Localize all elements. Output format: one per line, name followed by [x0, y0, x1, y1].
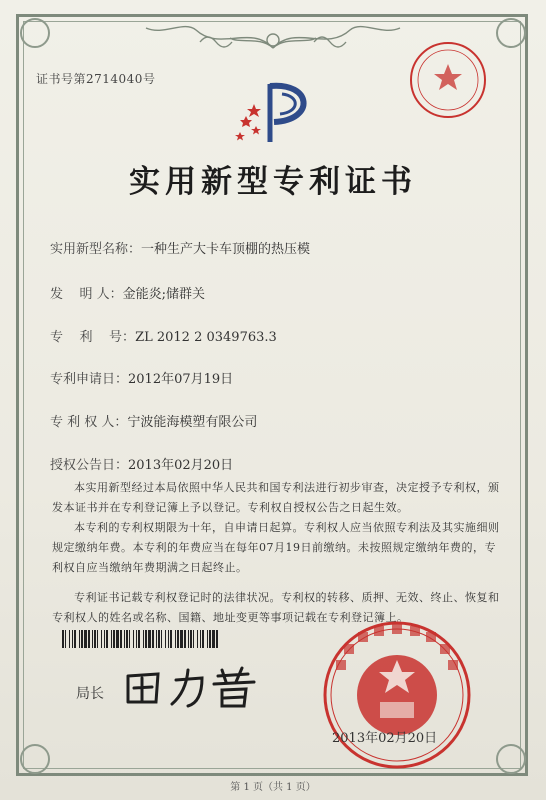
director-label: 局长	[76, 686, 104, 702]
field-application-date	[50, 368, 233, 387]
patent-office-logo-icon	[226, 76, 326, 148]
field-label: 实用新型名称：	[50, 242, 142, 257]
corner-ornament-icon	[20, 18, 50, 48]
field-label: 专利申请日：	[50, 372, 129, 387]
field-value: 金能炎;储群关	[122, 287, 206, 302]
field-value: 2012年07月19日	[128, 372, 234, 387]
field-value: ZL 2012 2 0349763.3	[135, 330, 277, 345]
seal-date: 2013年02月20日	[332, 731, 438, 746]
field-value: 2013年02月20日	[128, 458, 234, 473]
body-paragraph: 本专利的专利权期限为十年，自申请日起算。专利权人应当依照专利法及其实施细则规定缴纳年费。本专利的年费应当在每年07月19日前缴纳。未按照规定缴纳年费的，专利权自应当缴纳年费期满之日起终止。	[52, 521, 500, 574]
field-grant-date	[50, 454, 233, 473]
national-ip-office-seal-icon	[322, 620, 472, 770]
field-patent-number	[50, 326, 277, 345]
field-utility-name	[50, 238, 310, 257]
field-inventors	[50, 283, 205, 302]
top-ornament-icon	[140, 18, 406, 58]
field-value: 一种生产大卡车顶棚的热压模	[141, 242, 311, 257]
agency-seal-icon	[408, 40, 488, 120]
field-label: 专 利 号：	[50, 330, 136, 345]
field-label: 授权公告日：	[50, 458, 129, 473]
field-value: 宁波能海模塑有限公司	[127, 415, 258, 430]
certificate-title: 实用新型专利证书	[129, 164, 417, 200]
certificate-number: 证书号第2714040号	[36, 72, 156, 86]
barcode-icon	[62, 630, 220, 648]
field-patentee	[50, 411, 257, 430]
corner-ornament-icon	[496, 744, 526, 774]
corner-ornament-icon	[20, 744, 50, 774]
corner-ornament-icon	[496, 18, 526, 48]
page-footer: 第 1 页（共 1 页）	[230, 782, 316, 793]
certificate-body	[52, 478, 500, 628]
director-signature-icon	[118, 662, 268, 710]
field-label: 发 明 人：	[50, 287, 123, 302]
body-paragraph: 专利证书记载专利权登记时的法律状况。专利权的转移、质押、无效、终止、恢复和专利权人的姓名或名称、国籍、地址变更等事项记载在专利登记簿上。	[52, 591, 500, 624]
field-label: 专 利 权 人：	[50, 415, 128, 430]
body-paragraph: 本实用新型经过本局依照中华人民共和国专利法进行初步审查，决定授予专利权，颁发本证书并在专利登记簿上予以登记。专利权自授权公告之日起生效。	[52, 481, 500, 514]
